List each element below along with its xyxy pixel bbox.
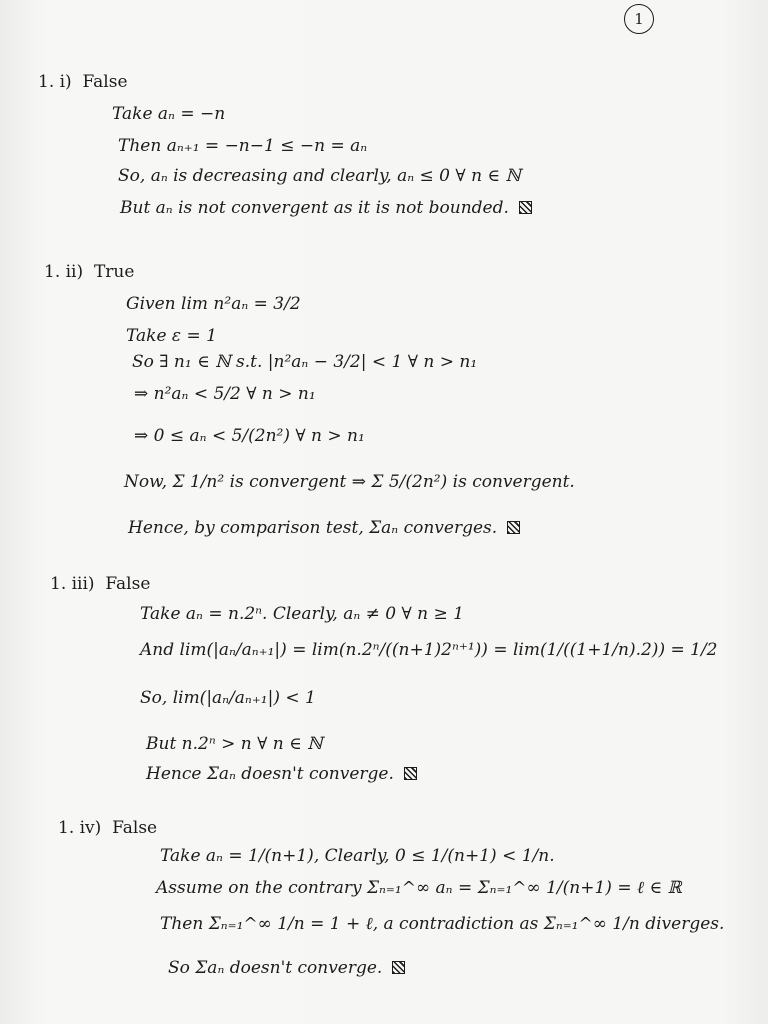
q1i-then: Then aₙ₊₁ = −n−1 ≤ −n = aₙ [118,136,368,156]
q1ii-so: So ∃ n₁ ∈ ℕ s.t. |n²aₙ − 3/2| < 1 ∀ n > n₁ [132,352,478,372]
q1iv-heading: 1. iv) False [58,818,158,838]
q1iii-so: So, lim(|aₙ/aₙ₊₁|) < 1 [140,688,316,708]
q1iv-take: Take aₙ = 1/(n+1), Clearly, 0 ≤ 1/(n+1) < 1/n. [160,846,555,866]
q1ii-now: Now, Σ 1/n² is convergent ⇒ Σ 5/(2n²) is convergent. [124,472,575,492]
page-number: 1 [624,4,654,34]
q1iv-assume: Assume on the contrary Σₙ₌₁^∞ aₙ = Σₙ₌₁^∞ 1/(n+1) = ℓ ∈ ℝ [156,878,682,898]
q1iii-but: But n.2ⁿ > n ∀ n ∈ ℕ [146,734,323,754]
q1iii-take: Take aₙ = n.2ⁿ. Clearly, aₙ ≠ 0 ∀ n ≥ 1 [140,604,464,624]
qed-icon [392,961,405,974]
qed-icon [519,201,532,214]
q1iii-hence: Hence Σaₙ doesn't converge. [146,764,417,784]
q1i-take: Take aₙ = −n [112,104,226,124]
q1iv-then: Then Σₙ₌₁^∞ 1/n = 1 + ℓ, a contradiction as Σₙ₌₁^∞ 1/n diverges. [160,914,725,934]
q1ii-step2: ⇒ 0 ≤ aₙ < 5/(2n²) ∀ n > n₁ [134,426,365,446]
q1iii-and: And lim(|aₙ/aₙ₊₁|) = lim(n.2ⁿ/((n+1)2ⁿ⁺¹)) = lim(1/((1+1/n).2)) = 1/2 [140,640,718,660]
q1i-but: But aₙ is not convergent as it is not bounded. [120,198,532,218]
q1ii-heading: 1. ii) True [44,262,135,282]
q1ii-step1: ⇒ n²aₙ < 5/2 ∀ n > n₁ [134,384,316,404]
q1iv-so: So Σaₙ doesn't converge. [168,958,405,978]
q1ii-given: Given lim n²aₙ = 3/2 [126,294,301,314]
q1ii-take: Take ε = 1 [126,326,217,346]
q1i-so: So, aₙ is decreasing and clearly, aₙ ≤ 0 ∀ n ∈ ℕ [118,166,521,186]
qed-icon [404,767,417,780]
qed-icon [507,521,520,534]
q1ii-hence: Hence, by comparison test, Σaₙ converges. [128,518,520,538]
q1i-heading: 1. i) False [38,72,128,92]
q1iii-heading: 1. iii) False [50,574,151,594]
